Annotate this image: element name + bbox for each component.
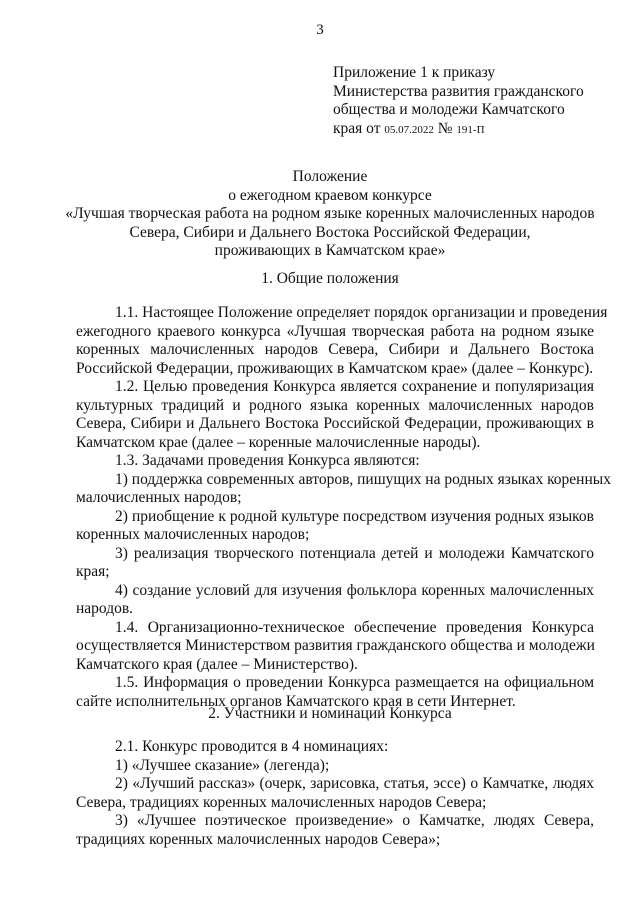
section-heading: 2. Участники и номинации Конкурса	[208, 705, 452, 722]
paragraph-line: 1.4. Организационно-техническое обеспечение проведения Конкурса	[115, 618, 594, 636]
section2-body	[76, 738, 594, 849]
paragraph-line: ежегодного краевого конкурса «Лучшая творческая работа на родном языке	[76, 322, 594, 340]
list-item-line: 2) приобщение к родной культуре посредством изучения родных языков	[115, 507, 594, 525]
appendix-line: Приложение 1 к приказу	[333, 64, 496, 81]
list-item-line: народов.	[76, 600, 134, 617]
list-item-line: традициях коренных малочисленных народов Севера»;	[76, 830, 441, 848]
section1-body	[76, 304, 611, 711]
paragraph-line: 1.3. Задачами проведения Конкурса являются:	[115, 452, 420, 469]
paragraph-line: коренных малочисленных народов Севера, Сибири и Дальнего Востока	[76, 341, 594, 358]
paragraph-line: 1.2. Целью проведения Конкурса является сохранение и популяризация	[115, 378, 594, 395]
list-item-line: 3) реализация творческого потенциала детей и молодежи Камчатского	[115, 544, 594, 562]
order-date: 05.07.2022	[384, 123, 434, 136]
paragraph-line: 1.5. Информация о проведении Конкурса размещается на официальном	[115, 674, 594, 691]
appendix-date-line	[333, 120, 623, 140]
list-item-line: Севера, традициях коренных малочисленных народов Севера;	[76, 793, 487, 811]
title-line: Положение	[292, 168, 368, 185]
list-item-line: 3) «Лучшее поэтическое произведение» о Камчатке, людях Севера,	[115, 812, 594, 829]
paragraph-line: культурных традиций и родного языка коренных малочисленных народов	[76, 396, 594, 414]
paragraph-line: Камчатском крае (далее – коренные малочисленные народы).	[76, 433, 481, 451]
list-item-line: 1) поддержка современных авторов, пишущих на родных языках коренных	[115, 470, 611, 488]
paragraph-line: Севера, Сибири и Дальнего Востока Российской Федерации, проживающих в	[76, 415, 594, 432]
number-sign: №	[437, 119, 453, 137]
list-item-line: края;	[76, 563, 110, 580]
appendix-line: Министерства развития гражданского	[333, 82, 584, 100]
paragraph-line: 1.1. Настоящее Положение определяет порядок организации и проведения	[115, 304, 608, 321]
paragraph-line: Российской Федерации, проживающих в Камчатском крае» (далее – Конкурс).	[76, 359, 594, 377]
paragraph-line: осуществляется Министерством развития гражданского общества и молодежи	[76, 637, 595, 654]
title-line: Севера, Сибири и Дальнего Востока Российской Федерации,	[129, 223, 531, 241]
list-item-line: 1) «Лучшее сказание» (легенда);	[115, 756, 330, 774]
title-line: «Лучшая творческая работа на родном языке коренных малочисленных народов	[65, 205, 595, 222]
paragraph-line: сайте исполнительных органов Камчатского края в сети Интернет.	[76, 692, 516, 710]
list-item-line: малочисленных народов;	[76, 489, 242, 506]
list-item-line: 4) создание условий для изучения фольклора коренных малочисленных	[115, 581, 594, 599]
page-number: 3	[316, 22, 324, 38]
order-number: 191-П	[456, 123, 485, 136]
appendix-block	[333, 64, 623, 139]
title-line: проживающих в Камчатском крае»	[214, 242, 446, 259]
section-heading: 1. Общие положения	[261, 270, 399, 287]
list-item-line: 2) «Лучший рассказ» (очерк, зарисовка, статья, эссе) о Камчатке, людях	[115, 775, 594, 792]
appendix-prefix: края от	[333, 119, 381, 137]
list-item-line: коренных малочисленных народов;	[76, 526, 310, 543]
document-title	[60, 168, 600, 261]
paragraph-line: Камчатского края (далее – Министерство).	[76, 655, 358, 673]
appendix-line: общества и молодежи Камчатского	[333, 101, 565, 118]
paragraph-line: 2.1. Конкурс проводится в 4 номинациях:	[115, 738, 389, 755]
title-line: о ежегодном краевом конкурсе	[228, 186, 432, 204]
